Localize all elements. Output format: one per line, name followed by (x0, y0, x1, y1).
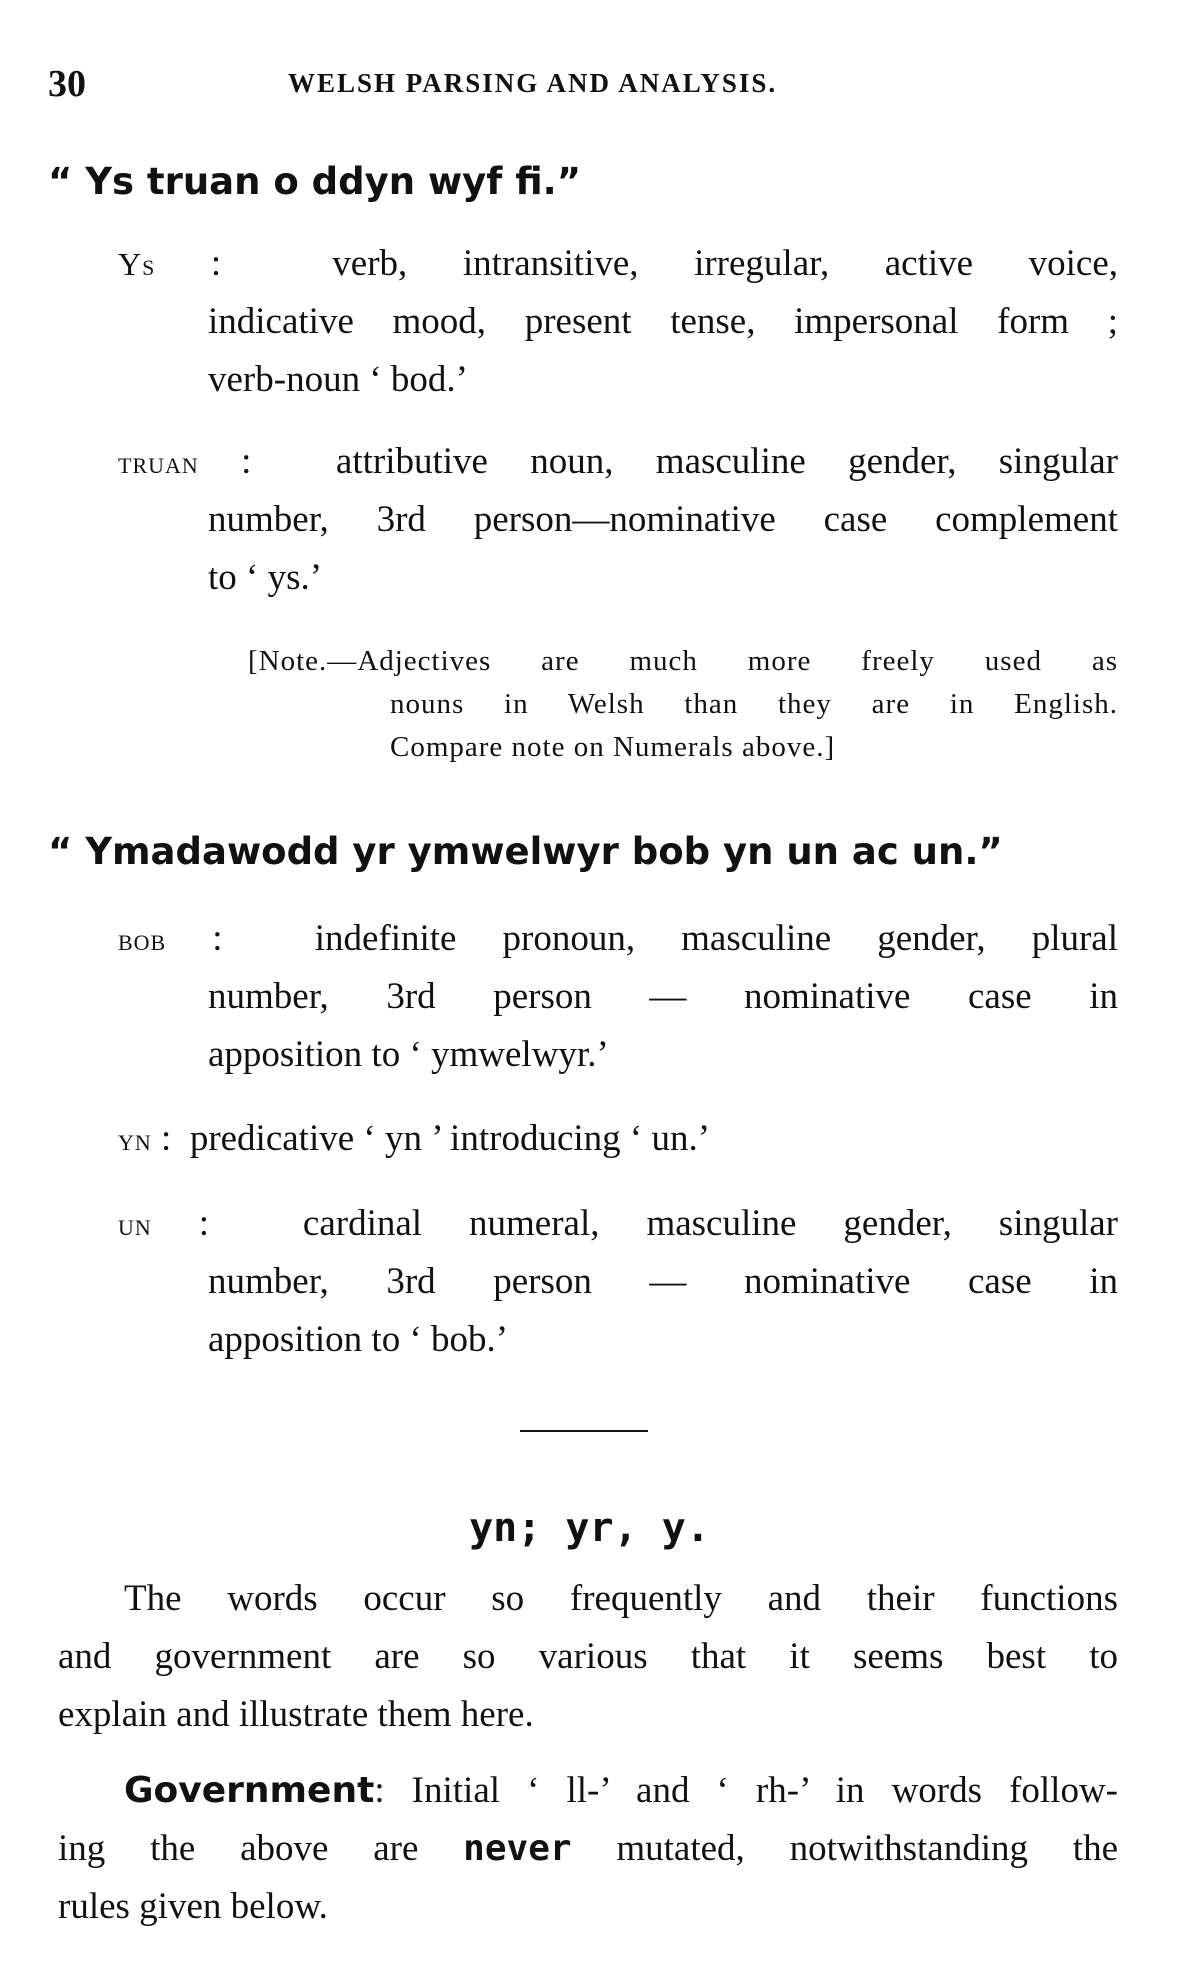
entry-term: yn (118, 1121, 152, 1157)
entry-term: un (118, 1206, 152, 1242)
entry-line: apposition to ‘ bob.’ (208, 1319, 509, 1360)
entry-bob (118, 910, 1118, 1084)
paragraph-line: Government: Initial ‘ ll-’ and ‘ rh-’ in words follow- (124, 1770, 1118, 1811)
entry-line: truan : attributive noun, masculine gender, singular (118, 441, 1118, 482)
entry-term: bob (118, 921, 167, 957)
example-quote-1: “ Ys truan o ddyn wyf fi.” (48, 160, 582, 203)
entry-term: Ys (118, 246, 156, 282)
entry-line: apposition to ‘ ymwelwyr.’ (208, 1034, 609, 1075)
paragraph-line: ing the above are never mutated, notwithstanding the (58, 1828, 1119, 1869)
entry-line: indicative mood, present tense, impersonal form ; (208, 301, 1118, 342)
section-title: yn; yr, y. (469, 1505, 710, 1551)
entry-line: Ys : verb, intransitive, irregular, active voice, (118, 243, 1119, 284)
example-quote-2: “ Ymadawodd yr ymwelwyr bob yn un ac un.” (48, 830, 1003, 873)
entry-line: bob : indefinite pronoun, masculine gender, plural (118, 918, 1118, 959)
paragraph-line: rules given below. (58, 1886, 328, 1927)
paragraph-line: and government are so various that it seems best to (58, 1636, 1118, 1677)
paragraph-line: The words occur so frequently and their functions (124, 1578, 1118, 1619)
running-head (48, 62, 1118, 105)
page-number: 30 (48, 63, 86, 105)
section-divider (520, 1430, 648, 1432)
running-title: WELSH PARSING AND ANALYSIS. (288, 68, 778, 98)
entry-line: number, 3rd person — nominative case in (208, 976, 1118, 1017)
entry-line: to ‘ ys.’ (208, 557, 323, 598)
entry-truan (118, 433, 1118, 607)
government-label: Government (124, 1770, 375, 1811)
note-line: Compare note on Numerals above.] (390, 731, 836, 763)
paragraph-line: explain and illustrate them here. (58, 1694, 534, 1735)
note-block (248, 640, 1118, 769)
government-paragraph (58, 1762, 1118, 1936)
entry-ys (118, 235, 1118, 409)
entry-line: number, 3rd person — nominative case in (208, 1261, 1118, 1302)
entry-un (118, 1195, 1118, 1369)
intro-paragraph (58, 1570, 1118, 1744)
entry-line: yn : predicative ‘ yn ’ introducing ‘ un.’ (118, 1118, 711, 1159)
entry-line: number, 3rd person—nominative case complement (208, 499, 1118, 540)
entry-line: verb-noun ‘ bod.’ (208, 359, 468, 400)
note-line: nouns in Welsh than they are in English. (390, 688, 1118, 720)
entry-term: truan (118, 444, 199, 480)
note-line: [Note.—Adjectives are much more freely used as (248, 645, 1118, 677)
entry-yn (118, 1110, 1118, 1168)
entry-line: un : cardinal numeral, masculine gender, singular (118, 1203, 1118, 1244)
emphasis-never: never (463, 1828, 572, 1869)
